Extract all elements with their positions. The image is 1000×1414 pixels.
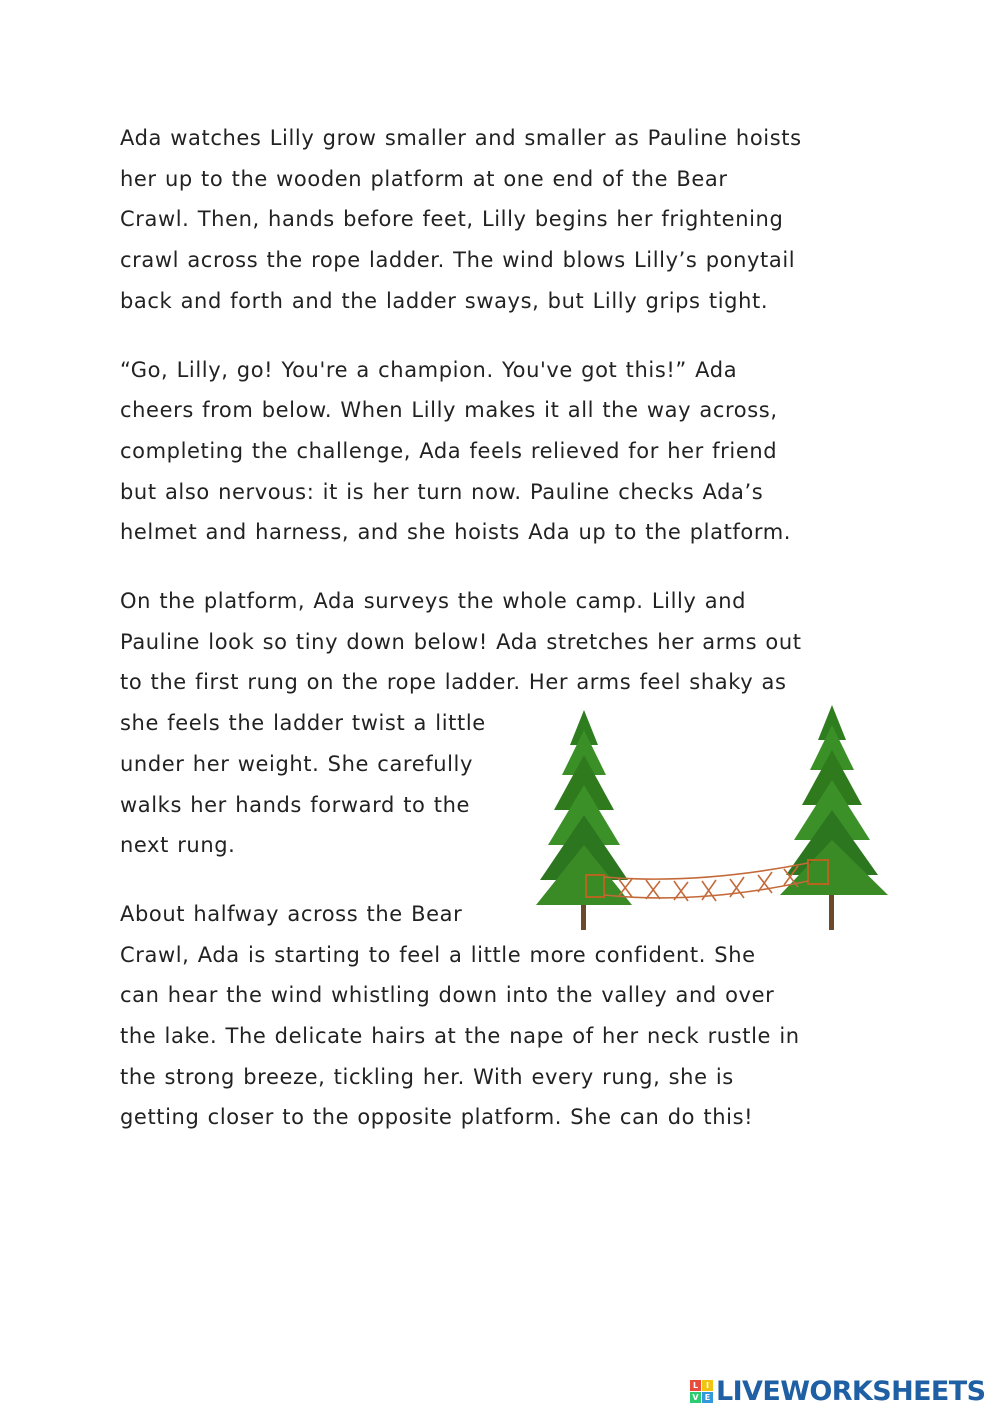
- text-line: walks her hands forward to the: [120, 792, 471, 817]
- text-line: to the first rung on the rope ladder. Her arms feel shaky as: [120, 670, 787, 695]
- logo-mark: [690, 1380, 713, 1403]
- text-line: Pauline look so tiny down below! Ada stretches her arms out: [120, 629, 802, 654]
- logo-letter: E: [702, 1392, 713, 1403]
- text-line: she feels the ladder twist a little: [120, 711, 486, 736]
- text-line: but also nervous: it is her turn now. Pauline checks Ada’s: [120, 479, 764, 504]
- text-line: helmet and harness, and she hoists Ada up to the platform.: [120, 520, 792, 545]
- logo-letter: L: [690, 1380, 701, 1391]
- logo-letter: V: [690, 1392, 701, 1403]
- trees-rope-ladder-icon: [528, 705, 896, 935]
- text-line: next rung.: [120, 833, 236, 858]
- text-line: On the platform, Ada surveys the whole camp. Lilly and: [120, 589, 747, 614]
- text-line: getting closer to the opposite platform. She can do this!: [120, 1105, 754, 1130]
- text-line: under her weight. She carefully: [120, 751, 474, 776]
- text-line: the strong breeze, tickling her. With every rung, she is: [120, 1064, 734, 1089]
- text-line: Crawl. Then, hands before feet, Lilly begins her frightening: [120, 207, 784, 232]
- text-line: back and forth and the ladder sways, but Lilly grips tight.: [120, 288, 769, 313]
- text-line: completing the challenge, Ada feels relieved for her friend: [120, 438, 778, 463]
- text-line: cheers from below. When Lilly makes it all the way across,: [120, 398, 778, 423]
- text-line: “Go, Lilly, go! You're a champion. You've got this!” Ada: [120, 357, 738, 382]
- paragraph-2: [120, 350, 880, 554]
- liveworksheets-logo: [690, 1376, 990, 1406]
- paragraph-1: [120, 118, 880, 322]
- text-line: the lake. The delicate hairs at the nape of her neck rustle in: [120, 1024, 800, 1049]
- rope-ladder: [604, 863, 808, 901]
- text-line: crawl across the rope ladder. The wind blows Lilly’s ponytail: [120, 248, 796, 273]
- logo-letter: I: [702, 1380, 713, 1391]
- brand-name: LIVEWORKSHEETS: [716, 1375, 986, 1407]
- text-line: her up to the wooden platform at one end of the Bear: [120, 166, 728, 191]
- text-line: Crawl, Ada is starting to feel a little more confident. She: [120, 942, 756, 967]
- text-line: Ada watches Lilly grow smaller and smaller as Pauline hoists: [120, 126, 802, 150]
- text-line: can hear the wind whistling down into the valley and over: [120, 983, 775, 1008]
- right-pine-tree: [780, 705, 888, 930]
- text-line: About halfway across the Bear: [120, 901, 463, 926]
- story-text: [120, 118, 880, 1166]
